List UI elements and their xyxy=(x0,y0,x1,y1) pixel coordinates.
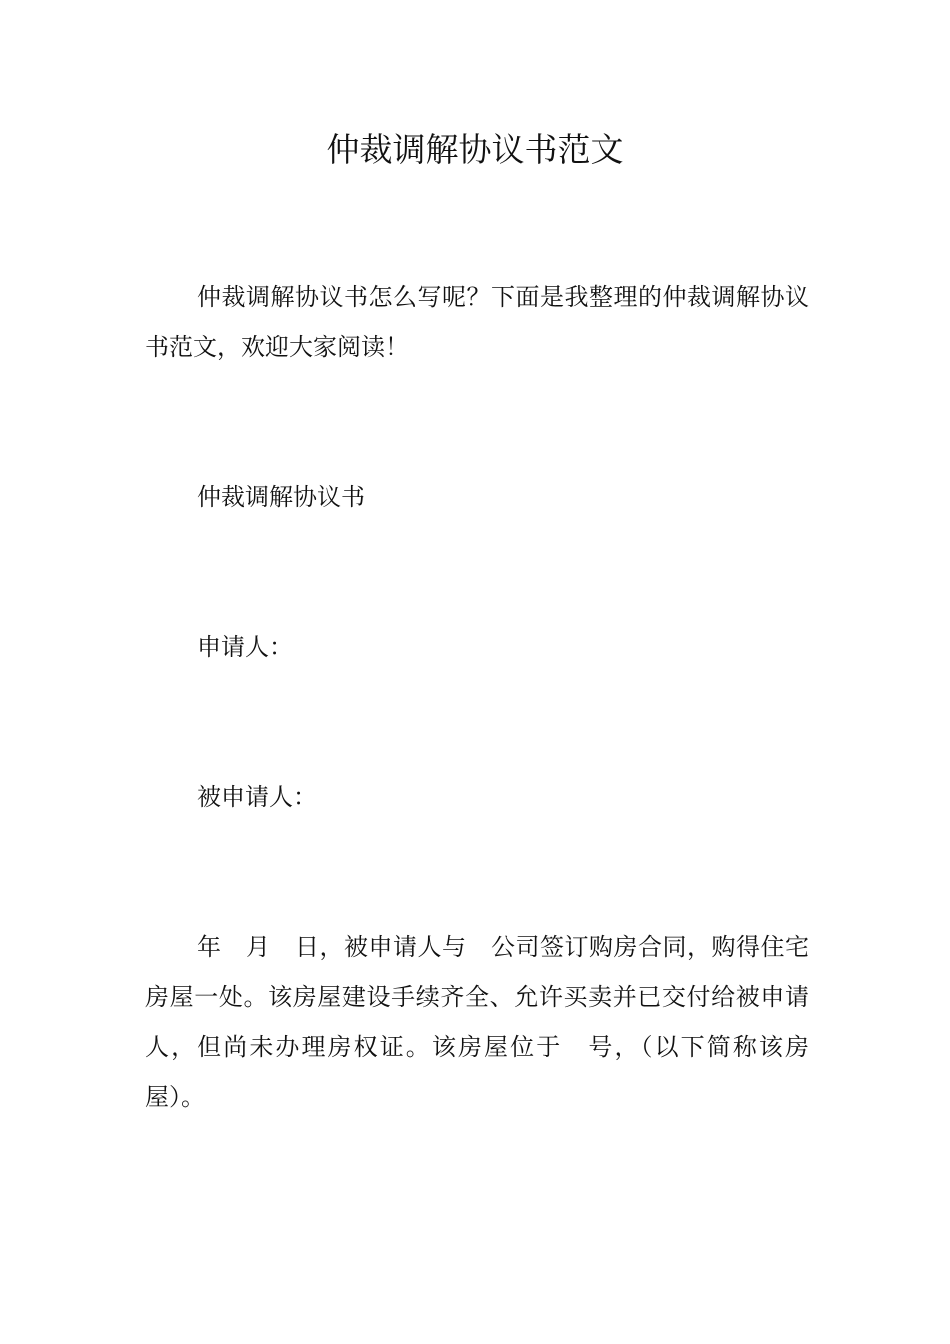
intro-paragraph: 仲裁调解协议书怎么写呢？下面是我整理的仲裁调解协议书范文，欢迎大家阅读！ xyxy=(145,283,809,361)
document-title: 仲裁调解协议书范文 xyxy=(326,130,624,169)
body-paragraph: 年 月 日，被申请人与 公司签订购房合同，购得住宅房屋一处。该房屋建设手续齐全、允许买卖并已交付给被申请人，但尚未办理房权证。该房屋位于 号，（以下简称该房屋）。 xyxy=(145,933,809,1111)
applicant-field: 申请人： xyxy=(197,633,293,661)
agreement-heading: 仲裁调解协议书 xyxy=(197,483,365,511)
respondent-field: 被申请人： xyxy=(197,783,317,811)
